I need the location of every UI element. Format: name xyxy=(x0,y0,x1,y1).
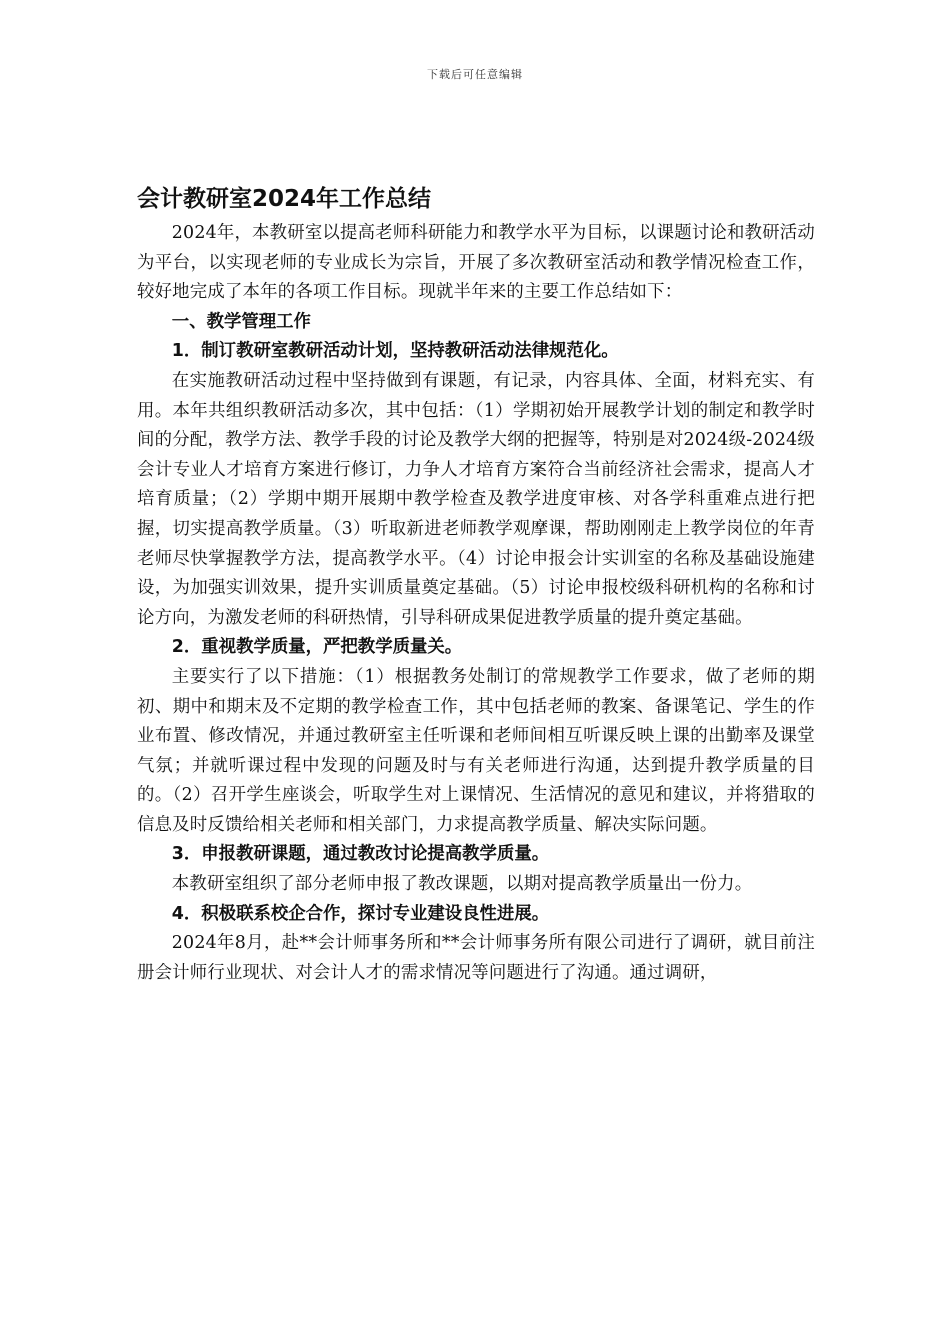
intro-paragraph: 2024年，本教研室以提高老师科研能力和教学水平为目标，以课题讨论和教研活动为平台，以实现老师的专业成长为宗旨，开展了多次教研室活动和教学情况检查工作，较好地完成了本年的各项工作目标。现就半年来的主要工作总结如下： xyxy=(137,223,815,303)
item-heading-4: 4．积极联系校企合作，探讨专业建设良性进展。 xyxy=(171,903,550,924)
item-body-2: 主要实行了以下措施：（1）根据教务处制订的常规教学工作要求，做了老师的期初、期中和期末及不定期的教学检查工作，其中包括老师的教案、备课笔记、学生的作业布置、修改情况，并通过教研室主任听课和老师间相互听课反映上课的出勤率及课堂气氛；并就听课过程中发现的问题及时与有关老师进行沟通，达到提升教学质量的目的。（2）召开学生座谈会，听取学生对上课情况、生活情况的意见和建议，并将猎取的信息及时反馈给相关老师和相关部门，力求提高教学质量、解决实际问题。 xyxy=(137,666,815,835)
document-body xyxy=(137,181,815,988)
item-body-4: 2024年8月，赴**会计师事务所和**会计师事务所有限公司进行了调研，就目前注册会计师行业现状、对会计人才的需求情况等问题进行了沟通。通过调研， xyxy=(137,933,815,983)
document-title: 会计教研室2024年工作总结 xyxy=(137,186,432,212)
section-heading-teaching-management: 一、教学管理工作 xyxy=(171,311,311,332)
item-heading-1: 1．制订教研室教研活动计划，坚持教研活动法律规范化。 xyxy=(171,341,619,362)
item-body-1: 在实施教研活动过程中坚持做到有课题，有记录，内容具体、全面，材料充实、有用。本年共组织教研活动多次，其中包括：（1）学期初始开展教学计划的制定和教学时间的分配，教学方法、教学手段的讨论及教学大纲的把握等，特别是对2024级-2024级会计专业人才培育方案进行修订，力争人才培育方案符合当前经济社会需求，提高人才培育质量；（2）学期中期开展期中教学检查及教学进度审核、对各学科重难点进行把握，切实提高教学质量。（3）听取新进老师教学观摩课，帮助刚刚走上教学岗位的年青老师尽快掌握教学方法，提高教学水平。（4）讨论申报会计实训室的名称及基础设施建设，为加强实训效果，提升实训质量奠定基础。（5）讨论申报校级科研机构的名称和讨论方向，为激发老师的科研热情，引导科研成果促进教学质量的提升奠定基础。 xyxy=(137,370,815,628)
item-body-3: 本教研室组织了部分老师申报了教改课题，以期对提高教学质量出一份力。 xyxy=(171,874,753,895)
item-heading-3: 3．申报教研课题，通过教改讨论提高教学质量。 xyxy=(171,844,550,865)
item-heading-2: 2．重视教学质量，严把教学质量关。 xyxy=(171,637,463,658)
page-header-note: 下载后可任意编辑 xyxy=(427,68,523,81)
